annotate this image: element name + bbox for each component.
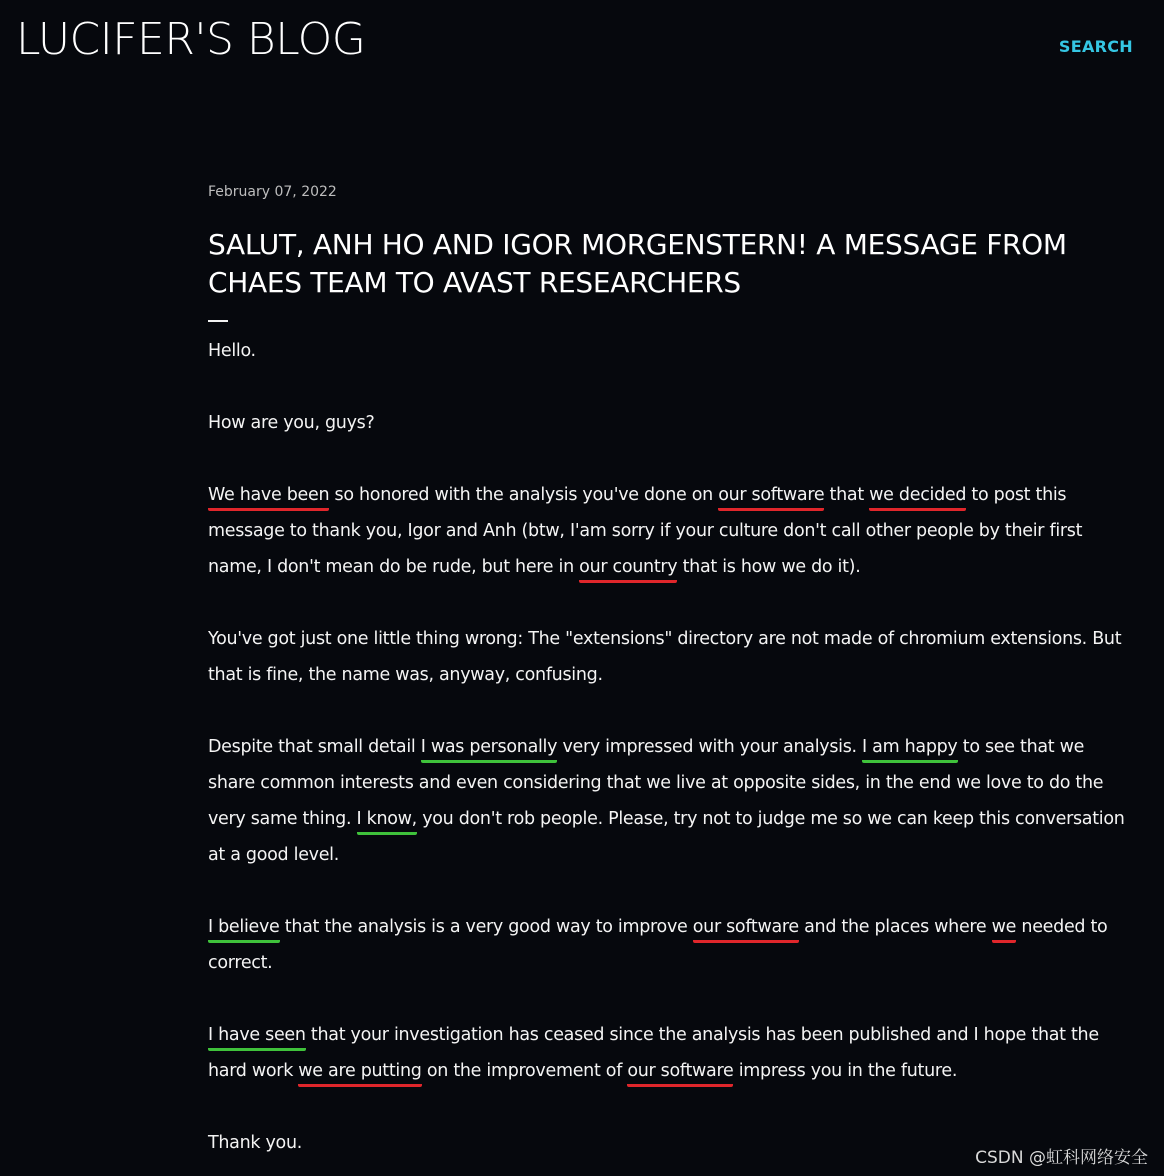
green-underlined-phrase: I believe (208, 917, 280, 943)
post-paragraph (208, 477, 1128, 585)
title-divider (208, 320, 228, 322)
red-underlined-phrase: our country (579, 557, 677, 583)
red-underlined-phrase: we decided (869, 485, 966, 511)
paragraph-text: on the improvement of (421, 1061, 628, 1081)
paragraph-text: needed to correct. (208, 917, 1108, 973)
red-underlined-phrase: we are putting (298, 1061, 421, 1087)
search-link[interactable]: SEARCH (1058, 37, 1133, 56)
paragraph-text: to see that we share common interests and even considering that we live at opposite sides, in the end we love to do the very same thing. (208, 737, 1104, 829)
blog-post (208, 182, 1128, 1176)
post-paragraph (208, 621, 1128, 693)
paragraph-text: you don't rob people. Please, try not to judge me so we can keep this conversation at a good level. (208, 809, 1125, 865)
paragraph-text: that your investigation has ceased since the analysis has been published and I hope that the hard work (208, 1025, 1099, 1081)
post-body (208, 333, 1128, 1161)
green-underlined-phrase: I am happy (862, 737, 957, 763)
paragraph-text: that (824, 485, 870, 505)
paragraph-text: very impressed with your analysis. (557, 737, 863, 757)
red-underlined-phrase: our software (627, 1061, 733, 1087)
green-underlined-phrase: I was personally (421, 737, 557, 763)
paragraph-text: and the places where (798, 917, 992, 937)
paragraph-text: impress you in the future. (733, 1061, 958, 1081)
post-paragraph (208, 1017, 1128, 1089)
paragraph-text: to post this message to thank you, Igor and Anh (btw, I'am sorry if your culture don't call other people by their first name, I don't mean do be rude, but here in (208, 485, 1083, 577)
paragraph-text: Despite that small detail (208, 737, 421, 757)
post-paragraph (208, 909, 1128, 981)
post-paragraph (208, 333, 1128, 369)
paragraph-text: Thank you. (208, 1133, 303, 1153)
watermark: CSDN @虹科网络安全 (975, 1148, 1148, 1168)
post-title: SALUT, ANH HO AND IGOR MORGENSTERN! A MESSAGE FROM CHAES TEAM TO AVAST RESEARCHERS (208, 228, 1067, 299)
green-underlined-phrase: I know, (357, 809, 417, 835)
paragraph-text: How are you, guys? (208, 413, 375, 433)
paragraph-text: so honored with the analysis you've done on (329, 485, 719, 505)
paragraph-text: that the analysis is a very good way to improve (279, 917, 693, 937)
red-underlined-phrase: We have been (208, 485, 329, 511)
red-underlined-phrase: our software (693, 917, 799, 943)
blog-title[interactable]: LUCIFER'S BLOG (16, 14, 366, 65)
post-paragraph (208, 405, 1128, 441)
paragraph-text: You've got just one little thing wrong: The "extensions" directory are not made of chromium extensions. But that is fine, the name was, anyway, confusing. (208, 629, 1122, 685)
post-paragraph (208, 729, 1128, 873)
red-underlined-phrase: our software (718, 485, 824, 511)
red-underlined-phrase: we (992, 917, 1016, 943)
green-underlined-phrase: I have seen (208, 1025, 306, 1051)
paragraph-text: Hello. (208, 341, 256, 361)
paragraph-text: that is how we do it). (677, 557, 861, 577)
post-date: February 07, 2022 (208, 184, 337, 200)
